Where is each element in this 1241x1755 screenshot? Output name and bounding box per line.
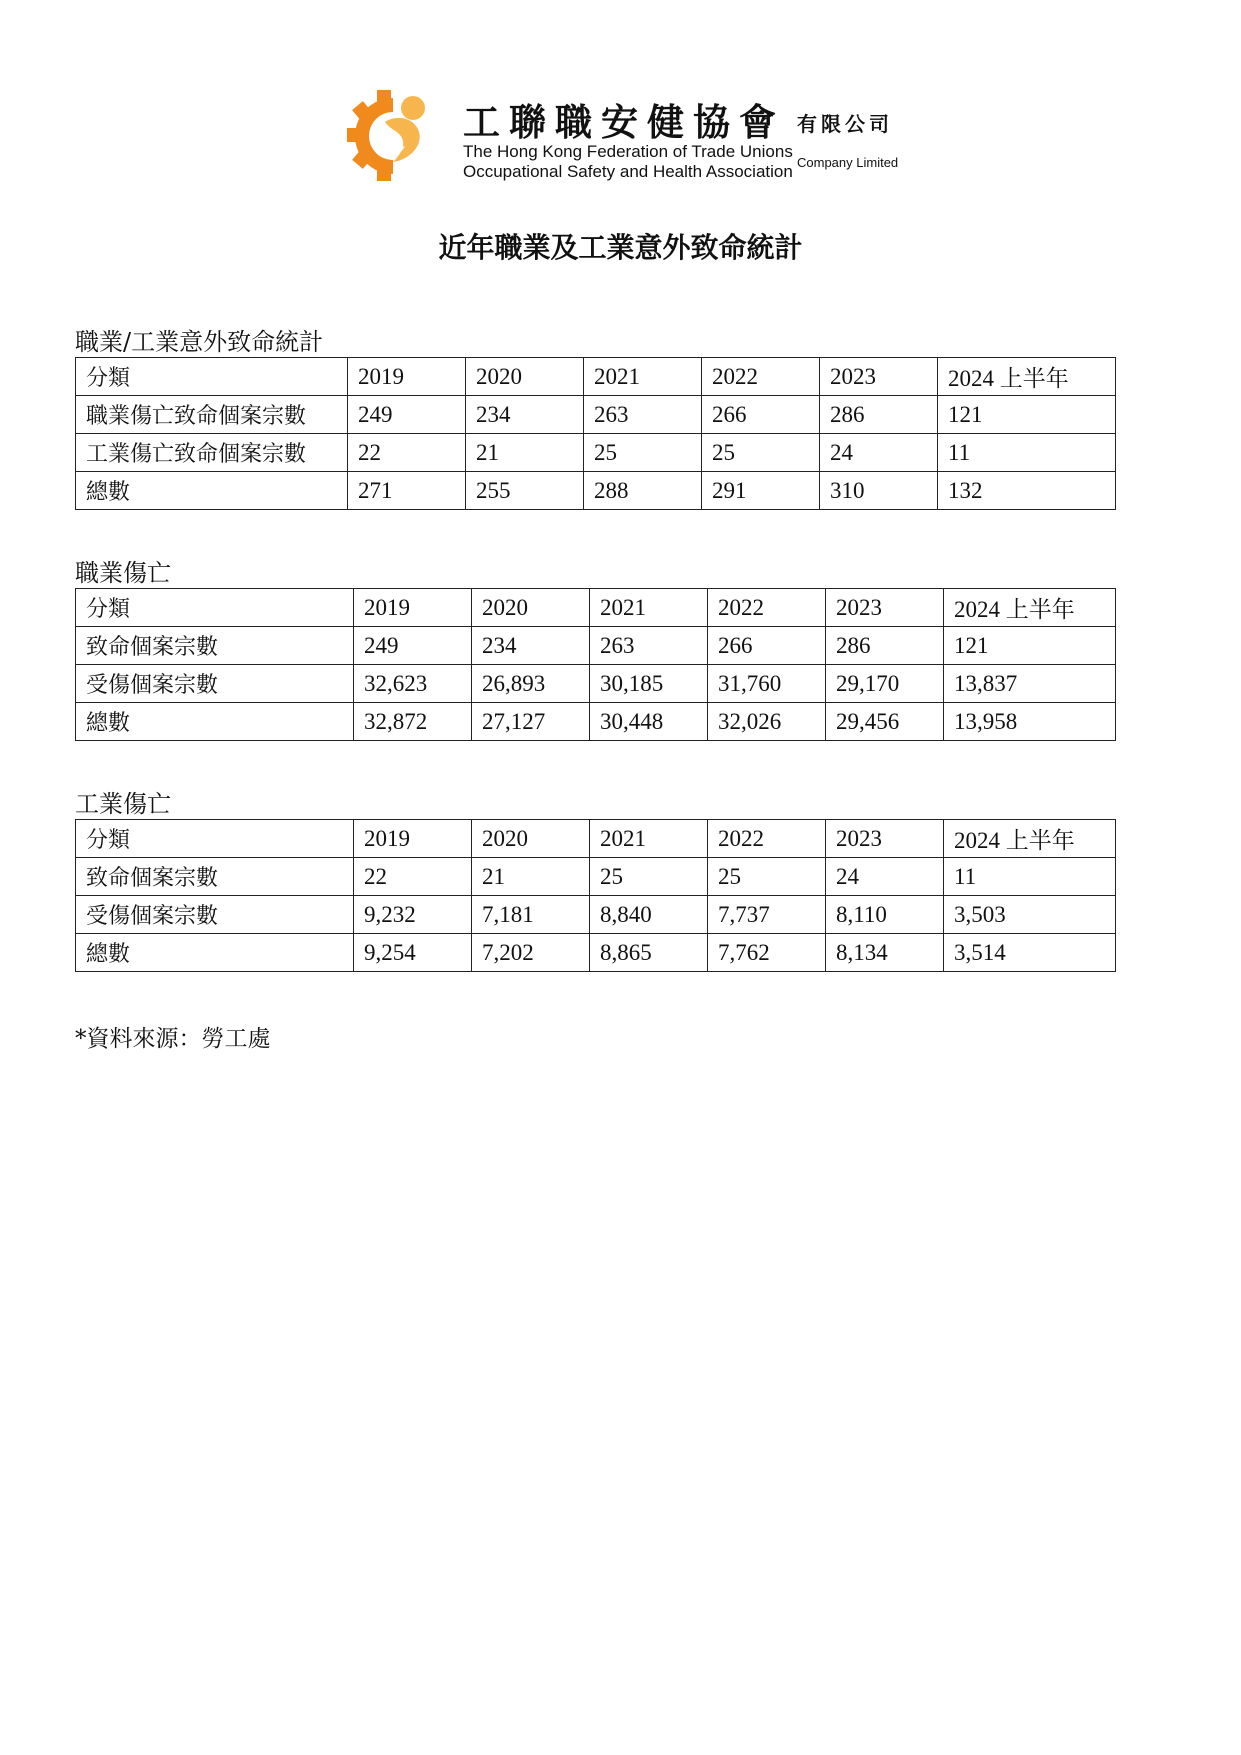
table-cell: 288 [584, 472, 702, 510]
table-cell: 9,254 [354, 934, 472, 972]
industrial-table [75, 819, 1116, 972]
table-cell: 121 [944, 627, 1116, 665]
table-cell: 255 [466, 472, 584, 510]
table-cell: 8,134 [826, 934, 944, 972]
table-row [76, 396, 1116, 434]
table-header-cell: 2022 [702, 358, 820, 396]
table-header-cell: 2022 [708, 820, 826, 858]
table-cell: 291 [702, 472, 820, 510]
table-cell: 310 [820, 472, 938, 510]
table-cell: 32,026 [708, 703, 826, 741]
org-name-en-line1: The Hong Kong Federation of Trade Unions [463, 142, 793, 161]
table-cell: 8,840 [590, 896, 708, 934]
table-row [76, 858, 1116, 896]
org-name-en-line2: Occupational Safety and Health Association [463, 162, 793, 181]
table-row [76, 934, 1116, 972]
table-cell: 7,202 [472, 934, 590, 972]
table-cell: 7,737 [708, 896, 826, 934]
table-cell: 13,837 [944, 665, 1116, 703]
table-cell: 3,503 [944, 896, 1116, 934]
table-cell: 263 [590, 627, 708, 665]
table-cell: 234 [466, 396, 584, 434]
table-header-cell: 2021 [590, 589, 708, 627]
table-cell: 8,865 [590, 934, 708, 972]
table-cell: 271 [348, 472, 466, 510]
row-label-cell: 致命個案宗數 [76, 858, 354, 896]
table-cell: 29,456 [826, 703, 944, 741]
table-cell: 25 [590, 858, 708, 896]
section-caption-fatal-stats: 職業/工業意外致命統計 [75, 328, 324, 356]
table-cell: 30,448 [590, 703, 708, 741]
section-caption-industrial: 工業傷亡 [75, 790, 171, 818]
table-row [76, 627, 1116, 665]
table-cell: 286 [826, 627, 944, 665]
table-header-cell: 2023 [826, 820, 944, 858]
table-row [76, 472, 1116, 510]
row-label-cell: 職業傷亡致命個案宗數 [76, 396, 348, 434]
gear-person-logo-icon [345, 88, 441, 184]
table-cell: 7,762 [708, 934, 826, 972]
table-cell: 24 [826, 858, 944, 896]
table-cell: 25 [584, 434, 702, 472]
table-header-cell: 2022 [708, 589, 826, 627]
table-cell: 13,958 [944, 703, 1116, 741]
table-cell: 266 [702, 396, 820, 434]
table-header-row [76, 820, 1116, 858]
source-note: *資料來源：勞工處 [75, 1026, 271, 1052]
table-cell: 24 [820, 434, 938, 472]
table-header-cell: 2021 [590, 820, 708, 858]
table-cell: 263 [584, 396, 702, 434]
org-suffix-zh: 有限公司 [797, 112, 893, 136]
row-label-cell: 總數 [76, 934, 354, 972]
table-cell: 22 [354, 858, 472, 896]
table-header-row [76, 589, 1116, 627]
table-header-cell: 2020 [472, 589, 590, 627]
row-label-cell: 總數 [76, 472, 348, 510]
table-header-cell: 分類 [76, 589, 354, 627]
table-header-cell: 2023 [826, 589, 944, 627]
table-row [76, 896, 1116, 934]
table-cell: 22 [348, 434, 466, 472]
table-row [76, 703, 1116, 741]
table-header-cell: 分類 [76, 820, 354, 858]
fatal-stats-table [75, 357, 1116, 510]
table-header-cell: 2024 上半年 [944, 589, 1116, 627]
table-cell: 8,110 [826, 896, 944, 934]
table-row [76, 434, 1116, 472]
table-header-cell: 分類 [76, 358, 348, 396]
table-cell: 32,872 [354, 703, 472, 741]
table-cell: 11 [938, 434, 1116, 472]
table-cell: 121 [938, 396, 1116, 434]
row-label-cell: 總數 [76, 703, 354, 741]
table-cell: 26,893 [472, 665, 590, 703]
table-cell: 32,623 [354, 665, 472, 703]
table-cell: 266 [708, 627, 826, 665]
table-cell: 25 [702, 434, 820, 472]
table-cell: 29,170 [826, 665, 944, 703]
table-cell: 286 [820, 396, 938, 434]
row-label-cell: 受傷個案宗數 [76, 665, 354, 703]
table-cell: 3,514 [944, 934, 1116, 972]
table-cell: 27,127 [472, 703, 590, 741]
table-cell: 234 [472, 627, 590, 665]
row-label-cell: 受傷個案宗數 [76, 896, 354, 934]
table-header-cell: 2019 [354, 589, 472, 627]
table-cell: 25 [708, 858, 826, 896]
page-title: 近年職業及工業意外致命統計 [438, 231, 803, 264]
table-header-cell: 2019 [354, 820, 472, 858]
table-cell: 249 [354, 627, 472, 665]
org-name-zh: 工聯職安健協會 [463, 101, 785, 144]
table-header-cell: 2020 [466, 358, 584, 396]
table-cell: 249 [348, 396, 466, 434]
table-cell: 132 [938, 472, 1116, 510]
table-header-cell: 2024 上半年 [938, 358, 1116, 396]
org-suffix-en: Company Limited [797, 155, 899, 170]
table-header-cell: 2020 [472, 820, 590, 858]
section-caption-occupational: 職業傷亡 [75, 559, 171, 587]
table-cell: 9,232 [354, 896, 472, 934]
letterhead [345, 88, 905, 188]
table-row [76, 665, 1116, 703]
table-header-cell: 2024 上半年 [944, 820, 1116, 858]
table-header-cell: 2023 [820, 358, 938, 396]
occupational-table [75, 588, 1116, 741]
table-cell: 31,760 [708, 665, 826, 703]
table-header-row [76, 358, 1116, 396]
table-header-cell: 2019 [348, 358, 466, 396]
row-label-cell: 致命個案宗數 [76, 627, 354, 665]
row-label-cell: 工業傷亡致命個案宗數 [76, 434, 348, 472]
table-header-cell: 2021 [584, 358, 702, 396]
table-cell: 21 [466, 434, 584, 472]
table-cell: 30,185 [590, 665, 708, 703]
table-cell: 21 [472, 858, 590, 896]
table-cell: 7,181 [472, 896, 590, 934]
table-cell: 11 [944, 858, 1116, 896]
